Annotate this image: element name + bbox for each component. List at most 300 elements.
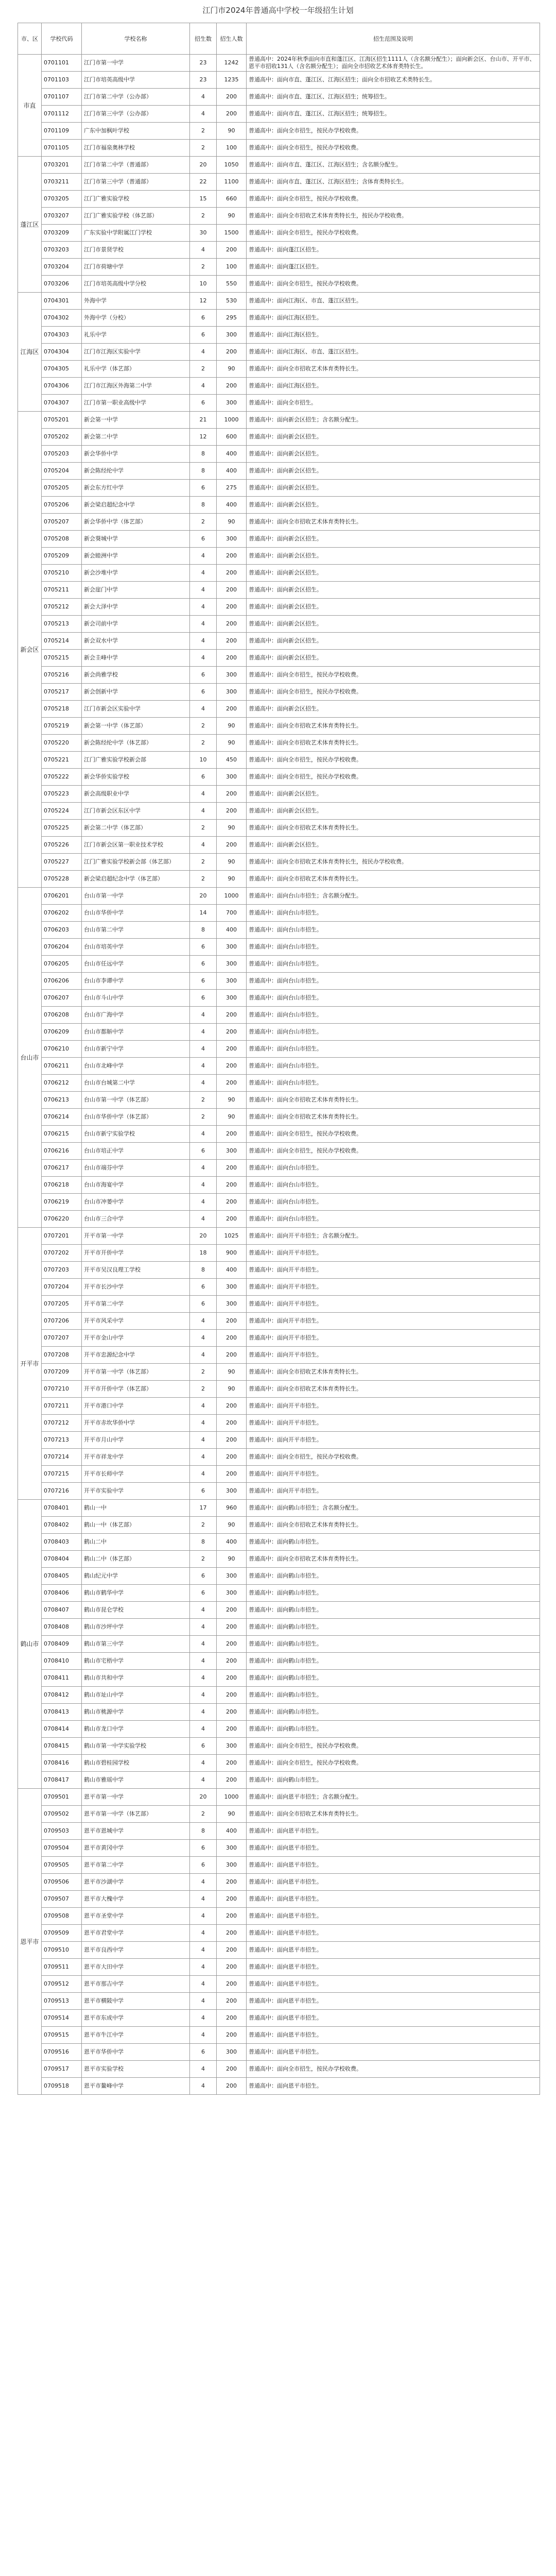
class-count-cell: 4 [190,1976,217,1993]
school-name-cell: 开平市港口中学 [82,1398,190,1415]
class-count-cell: 4 [190,1636,217,1653]
enrollment-cell: 200 [217,650,247,667]
class-count-cell: 20 [190,1789,217,1806]
school-code-cell: 0705228 [42,871,82,888]
class-count-cell: 6 [190,1857,217,1874]
enrollment-cell: 200 [217,106,247,123]
table-row [18,701,540,718]
table-row [18,973,540,990]
school-code-cell: 0708411 [42,1670,82,1687]
school-name-cell: 新会大泽中学 [82,599,190,616]
table-row [18,718,540,735]
class-count-cell: 23 [190,72,217,89]
school-code-cell: 0708403 [42,1534,82,1551]
scope-cell: 普通高中：面向台山市招生。 [247,1211,540,1228]
class-count-cell: 4 [190,1330,217,1347]
school-code-cell: 0705204 [42,463,82,480]
school-name-cell: 台山市任远中学 [82,956,190,973]
class-count-cell: 20 [190,888,217,905]
class-count-cell: 4 [190,1313,217,1330]
scope-cell: 普通高中：面向蓬江区招生。 [247,259,540,276]
class-count-cell: 4 [190,650,217,667]
school-code-cell: 0708402 [42,1517,82,1534]
class-count-cell: 4 [190,1398,217,1415]
scope-cell: 普通高中：面向恩平市招生。 [247,2010,540,2027]
school-code-cell: 0708417 [42,1772,82,1789]
school-code-cell: 0706217 [42,1160,82,1177]
enrollment-cell: 200 [217,1194,247,1211]
school-name-cell: 江门市第三中学（普通部） [82,174,190,191]
enrollment-cell: 200 [217,1993,247,2010]
class-count-cell: 4 [190,1007,217,1024]
school-code-cell: 0707205 [42,1296,82,1313]
school-name-cell: 台山市斗山中学 [82,990,190,1007]
class-count-cell: 6 [190,531,217,548]
school-name-cell: 台山市端芬中学 [82,1160,190,1177]
school-name-cell: 恩平市第二中学 [82,1857,190,1874]
school-name-cell: 鹤山市雅瑶中学 [82,1772,190,1789]
school-code-cell: 0705210 [42,565,82,582]
school-name-cell: 江门市江海区外海第二中学 [82,378,190,395]
scope-cell: 普通高中：面向开平市招生；含名额分配生。 [247,1228,540,1245]
school-code-cell: 0708414 [42,1721,82,1738]
scope-cell: 普通高中：面向恩平市招生。 [247,1976,540,1993]
school-name-cell: 外海中学（分校） [82,310,190,327]
scope-cell: 普通高中：面向恩平市招生。 [247,1857,540,1874]
class-count-cell: 2 [190,361,217,378]
enrollment-cell: 300 [217,2044,247,2061]
school-code-cell: 0709510 [42,1942,82,1959]
enrollment-cell: 275 [217,480,247,497]
school-code-cell: 0706207 [42,990,82,1007]
table-row [18,599,540,616]
class-count-cell: 8 [190,1823,217,1840]
school-name-cell: 鹤山纪元中学 [82,1568,190,1585]
school-code-cell: 0708409 [42,1636,82,1653]
scope-cell: 普通高中：面向江海区招生。 [247,378,540,395]
school-name-cell: 开平市吴汉良理工学校 [82,1262,190,1279]
scope-cell: 普通高中：面向新会区招生。 [247,616,540,633]
enrollment-cell: 200 [217,1415,247,1432]
scope-cell: 普通高中：面向鹤山市招生。 [247,1653,540,1670]
enrollment-cell: 200 [217,1772,247,1789]
scope-cell: 普通高中：面向鹤山市招生。 [247,1670,540,1687]
scope-cell: 普通高中：面向恩平市招生。 [247,1891,540,1908]
area-cell: 蓬江区 [18,157,42,293]
scope-cell: 普通高中：面向全市招收艺术体育类特长生。 [247,1517,540,1534]
school-name-cell: 礼乐中学 [82,327,190,344]
class-count-cell: 4 [190,344,217,361]
school-name-cell: 恩平市恩城中学 [82,1823,190,1840]
school-code-cell: 0709506 [42,1874,82,1891]
table-row [18,1092,540,1109]
school-code-cell: 0709503 [42,1823,82,1840]
school-name-cell: 江门市新会区实验中学 [82,701,190,718]
enrollment-cell: 300 [217,1585,247,1602]
class-count-cell: 4 [190,803,217,820]
table-row [18,1636,540,1653]
table-row [18,1143,540,1160]
school-name-cell: 台山市新宁中学 [82,1041,190,1058]
enrollment-cell: 960 [217,1500,247,1517]
school-code-cell: 0705227 [42,854,82,871]
school-code-cell: 0703211 [42,174,82,191]
enrollment-cell: 400 [217,1823,247,1840]
school-name-cell: 江门市培英高级中学分校 [82,276,190,293]
class-count-cell: 4 [190,548,217,565]
enrollment-cell: 200 [217,1976,247,1993]
class-count-cell: 4 [190,1874,217,1891]
scope-cell: 普通高中：面向全市招生，按民办学校收费。 [247,140,540,157]
school-code-cell: 0706204 [42,939,82,956]
school-code-cell: 0705217 [42,684,82,701]
class-count-cell: 23 [190,55,217,72]
class-count-cell: 6 [190,395,217,412]
enrollment-cell: 200 [217,1398,247,1415]
table-row [18,1653,540,1670]
table-row [18,123,540,140]
scope-cell: 普通高中：面向全市招生，按民办学校收费。 [247,1738,540,1755]
school-name-cell: 新会高级职业中学 [82,786,190,803]
scope-cell: 普通高中：面向全市招收艺术体育类特长生。 [247,718,540,735]
scope-cell: 普通高中：面向全市招收艺术体育类特长生。 [247,735,540,752]
scope-cell: 普通高中：面向新会区招生。 [247,446,540,463]
table-row [18,157,540,174]
class-count-cell: 18 [190,1245,217,1262]
school-code-cell: 0706212 [42,1075,82,1092]
enrollment-cell: 100 [217,259,247,276]
enrollment-cell: 660 [217,191,247,208]
class-count-cell: 4 [190,1602,217,1619]
class-count-cell: 4 [190,1177,217,1194]
scope-cell: 普通高中：面向台山市招生。 [247,1007,540,1024]
scope-cell: 普通高中：面向全市招生，按民办学校收费。 [247,276,540,293]
scope-cell: 普通高中：面向开平市招生。 [247,1296,540,1313]
school-name-cell: 新会尚雅学校 [82,667,190,684]
enrollment-cell: 90 [217,1092,247,1109]
scope-cell: 普通高中：面向鹤山市招生。 [247,1619,540,1636]
school-name-cell: 恩平市圣堂中学 [82,1908,190,1925]
table-row [18,1517,540,1534]
scope-cell: 普通高中：面向全市招生，按民办学校收费。 [247,1143,540,1160]
scope-cell: 普通高中：2024年秋季面向市直和蓬江区、江海区招生1111人（含名额分配生）；面向新会区、台山市、开平市、恩平市招收131人（含名额分配生）；面向全市招收艺术体育类特长生。 [247,55,540,72]
school-code-cell: 0705226 [42,837,82,854]
class-count-cell: 8 [190,1534,217,1551]
table-row [18,259,540,276]
enrollment-cell: 200 [217,1058,247,1075]
school-name-cell: 台山市三合中学 [82,1211,190,1228]
class-count-cell: 4 [190,1755,217,1772]
class-count-cell: 8 [190,446,217,463]
school-name-cell: 开平市实验中学 [82,1483,190,1500]
scope-cell: 普通高中：面向开平市招生。 [247,1415,540,1432]
school-name-cell: 江门市新会区东区中学 [82,803,190,820]
enrollment-cell: 90 [217,1364,247,1381]
class-count-cell: 4 [190,1041,217,1058]
enrollment-cell: 200 [217,1704,247,1721]
school-name-cell: 恩平市东成中学 [82,2010,190,2027]
class-count-cell: 4 [190,1670,217,1687]
school-code-cell: 0706208 [42,1007,82,1024]
school-name-cell: 台山市培英中学 [82,939,190,956]
scope-cell: 普通高中：面向江海区招生。 [247,327,540,344]
class-count-cell: 4 [190,616,217,633]
school-name-cell: 江门市江海区实验中学 [82,344,190,361]
class-count-cell: 2 [190,718,217,735]
enrollment-cell: 300 [217,956,247,973]
class-count-cell: 6 [190,973,217,990]
school-code-cell: 0703209 [42,225,82,242]
class-count-cell: 2 [190,514,217,531]
class-count-cell: 12 [190,293,217,310]
class-count-cell: 4 [190,1721,217,1738]
school-name-cell: 新会圭峰中学 [82,650,190,667]
school-code-cell: 0705224 [42,803,82,820]
table-row [18,140,540,157]
school-name-cell: 鹤山市共和中学 [82,1670,190,1687]
enrollment-cell: 200 [217,1313,247,1330]
table-row [18,106,540,123]
school-code-cell: 0706214 [42,1109,82,1126]
scope-cell: 普通高中：面向恩平市招生。 [247,1942,540,1959]
enrollment-cell: 200 [217,1670,247,1687]
scope-cell: 普通高中：面向新会区招生。 [247,497,540,514]
table-row [18,1194,540,1211]
school-name-cell: 广东中加枫叶学校 [82,123,190,140]
school-code-cell: 0709517 [42,2061,82,2078]
school-code-cell: 0709501 [42,1789,82,1806]
school-name-cell: 新会梁启超纪念中学（体艺部） [82,871,190,888]
table-row [18,1245,540,1262]
school-code-cell: 0703203 [42,242,82,259]
enrollment-cell: 200 [217,1449,247,1466]
school-name-cell: 台山市海宴中学 [82,1177,190,1194]
scope-cell: 普通高中：面向全市招收艺术体育类特长生，按民办学校收费。 [247,208,540,225]
table-row [18,361,540,378]
scope-cell: 普通高中：面向台山市招生。 [247,1075,540,1092]
school-code-cell: 0703205 [42,191,82,208]
school-name-cell: 恩平市沙湖中学 [82,1874,190,1891]
enrollment-cell: 1242 [217,55,247,72]
table-row [18,1942,540,1959]
scope-cell: 普通高中：面向鹤山市招生；含名额分配生。 [247,1500,540,1517]
table-row [18,89,540,106]
class-count-cell: 4 [190,1126,217,1143]
scope-cell: 普通高中：面向市直、蓬江区、江海区招生；面向全市招收艺术类特长生。 [247,72,540,89]
table-row [18,1908,540,1925]
enrollment-cell: 200 [217,1211,247,1228]
class-count-cell: 4 [190,242,217,259]
school-code-cell: 0707214 [42,1449,82,1466]
scope-cell: 普通高中：面向新会区招生。 [247,429,540,446]
enrollment-cell: 200 [217,1602,247,1619]
school-name-cell: 鹤山市第三中学 [82,1636,190,1653]
school-code-cell: 0705221 [42,752,82,769]
enrollment-cell: 300 [217,395,247,412]
school-code-cell: 0701112 [42,106,82,123]
class-count-cell: 6 [190,956,217,973]
scope-cell: 普通高中：面向台山市招生。 [247,1024,540,1041]
class-count-cell: 8 [190,922,217,939]
school-code-cell: 0705218 [42,701,82,718]
enrollment-cell: 90 [217,871,247,888]
scope-cell: 普通高中：面向开平市招生。 [247,1432,540,1449]
table-row [18,1500,540,1517]
scope-cell: 普通高中：面向市直、蓬江区、江海区招生；含体育类特长生。 [247,174,540,191]
table-row [18,1041,540,1058]
school-name-cell: 开平市忠源纪念中学 [82,1347,190,1364]
school-code-cell: 0709508 [42,1908,82,1925]
enrollment-cell: 1100 [217,174,247,191]
table-row [18,1483,540,1500]
school-code-cell: 0707210 [42,1381,82,1398]
table-row [18,1568,540,1585]
class-count-cell: 2 [190,1806,217,1823]
class-count-cell: 21 [190,412,217,429]
scope-cell: 普通高中：面向全市招生，按民办学校收费。 [247,1755,540,1772]
class-count-cell: 4 [190,89,217,106]
scope-cell: 普通高中：面向恩平市招生。 [247,1823,540,1840]
class-count-cell: 4 [190,837,217,854]
table-row [18,871,540,888]
school-code-cell: 0709504 [42,1840,82,1857]
table-row [18,565,540,582]
class-count-cell: 4 [190,1925,217,1942]
table-row [18,1058,540,1075]
class-count-cell: 4 [190,786,217,803]
scope-cell: 普通高中：面向新会区招生。 [247,786,540,803]
class-count-cell: 6 [190,2044,217,2061]
table-row [18,1432,540,1449]
class-count-cell: 6 [190,1840,217,1857]
area-cell: 开平市 [18,1228,42,1500]
class-count-cell: 17 [190,1500,217,1517]
school-code-cell: 0701109 [42,123,82,140]
school-code-cell: 0707213 [42,1432,82,1449]
class-count-cell: 8 [190,497,217,514]
enrollment-cell: 300 [217,990,247,1007]
school-name-cell: 开平市月山中学 [82,1432,190,1449]
class-count-cell: 4 [190,1993,217,2010]
school-code-cell: 0707211 [42,1398,82,1415]
enrollment-cell: 200 [217,1925,247,1942]
school-name-cell: 恩平市实验学校 [82,2061,190,2078]
class-count-cell: 2 [190,1551,217,1568]
table-row [18,429,540,446]
scope-cell: 普通高中：面向全市招收艺术体育类特长生。 [247,1109,540,1126]
scope-cell: 普通高中：面向开平市招生。 [247,1398,540,1415]
table-row [18,1840,540,1857]
table-row [18,412,540,429]
school-name-cell: 台山市广海中学 [82,1007,190,1024]
class-count-cell: 4 [190,2027,217,2044]
school-code-cell: 0704302 [42,310,82,327]
scope-cell: 普通高中：面向鹤山市招生。 [247,1568,540,1585]
enrollment-cell: 300 [217,327,247,344]
class-count-cell: 4 [190,2061,217,2078]
class-count-cell: 2 [190,820,217,837]
table-row [18,1755,540,1772]
enrollment-cell: 200 [217,1432,247,1449]
scope-cell: 普通高中：面向台山市招生。 [247,1194,540,1211]
school-code-cell: 0709511 [42,1959,82,1976]
school-name-cell: 恩平市横陂中学 [82,1993,190,2010]
school-name-cell: 开平市长师中学 [82,1466,190,1483]
school-name-cell: 开平市开侨中学（体艺部） [82,1381,190,1398]
enrollment-cell: 90 [217,718,247,735]
school-name-cell: 新会华侨中学 [82,446,190,463]
school-name-cell: 江门市第一中学 [82,55,190,72]
table-row [18,1602,540,1619]
school-name-cell: 开平市开侨中学 [82,1245,190,1262]
school-name-cell: 开平市赤坎华侨中学 [82,1415,190,1432]
enrollment-cell: 200 [217,803,247,820]
class-count-cell: 20 [190,1228,217,1245]
class-count-cell: 6 [190,1279,217,1296]
table-row [18,531,540,548]
scope-cell: 普通高中：面向江海区、市直、蓬江区招生。 [247,293,540,310]
school-code-cell: 0709505 [42,1857,82,1874]
scope-cell: 普通高中：面向新会区招生；含名额分配生。 [247,412,540,429]
enrollment-cell: 200 [217,1075,247,1092]
table-row [18,2027,540,2044]
scope-cell: 普通高中：面向全市招生，按民办学校收费。 [247,684,540,701]
school-name-cell: 恩平市第一中学 [82,1789,190,1806]
table-row [18,888,540,905]
enrollment-cell: 300 [217,769,247,786]
school-code-cell: 0709514 [42,2010,82,2027]
school-code-cell: 0706215 [42,1126,82,1143]
scope-cell: 普通高中：面向开平市招生。 [247,1347,540,1364]
school-code-cell: 0703207 [42,208,82,225]
school-name-cell: 台山市华侨中学（体艺部） [82,1109,190,1126]
class-count-cell: 2 [190,259,217,276]
school-code-cell: 0705207 [42,514,82,531]
class-count-cell: 4 [190,1687,217,1704]
school-name-cell: 恩平市大田中学 [82,1959,190,1976]
school-code-cell: 0704304 [42,344,82,361]
school-name-cell: 台山市北峰中学 [82,1058,190,1075]
school-code-cell: 0708415 [42,1738,82,1755]
enrollment-cell: 400 [217,497,247,514]
scope-cell: 普通高中：面向台山市招生。 [247,922,540,939]
school-code-cell: 0708405 [42,1568,82,1585]
class-count-cell: 4 [190,1058,217,1075]
school-code-cell: 0704303 [42,327,82,344]
enrollment-cell: 530 [217,293,247,310]
school-name-cell: 江门市第一职业高级中学 [82,395,190,412]
class-count-cell: 10 [190,276,217,293]
scope-cell: 普通高中：面向鹤山市招生。 [247,1602,540,1619]
enrollment-cell: 300 [217,1568,247,1585]
school-name-cell: 恩平市华侨中学 [82,2044,190,2061]
school-name-cell: 开平市第二中学 [82,1296,190,1313]
class-count-cell: 10 [190,752,217,769]
school-code-cell: 0707209 [42,1364,82,1381]
scope-cell: 普通高中：面向恩平市招生。 [247,1908,540,1925]
table-header-row [18,23,540,55]
school-name-cell: 开平市第一中学 [82,1228,190,1245]
class-count-cell: 6 [190,1738,217,1755]
class-count-cell: 6 [190,1296,217,1313]
class-count-cell: 2 [190,854,217,871]
scope-cell: 普通高中：面向新会区招生。 [247,701,540,718]
school-code-cell: 0709516 [42,2044,82,2061]
enrollment-cell: 200 [217,1330,247,1347]
school-name-cell: 新会第二中学 [82,429,190,446]
table-row [18,174,540,191]
scope-cell: 普通高中：面向恩平市招生。 [247,1959,540,1976]
